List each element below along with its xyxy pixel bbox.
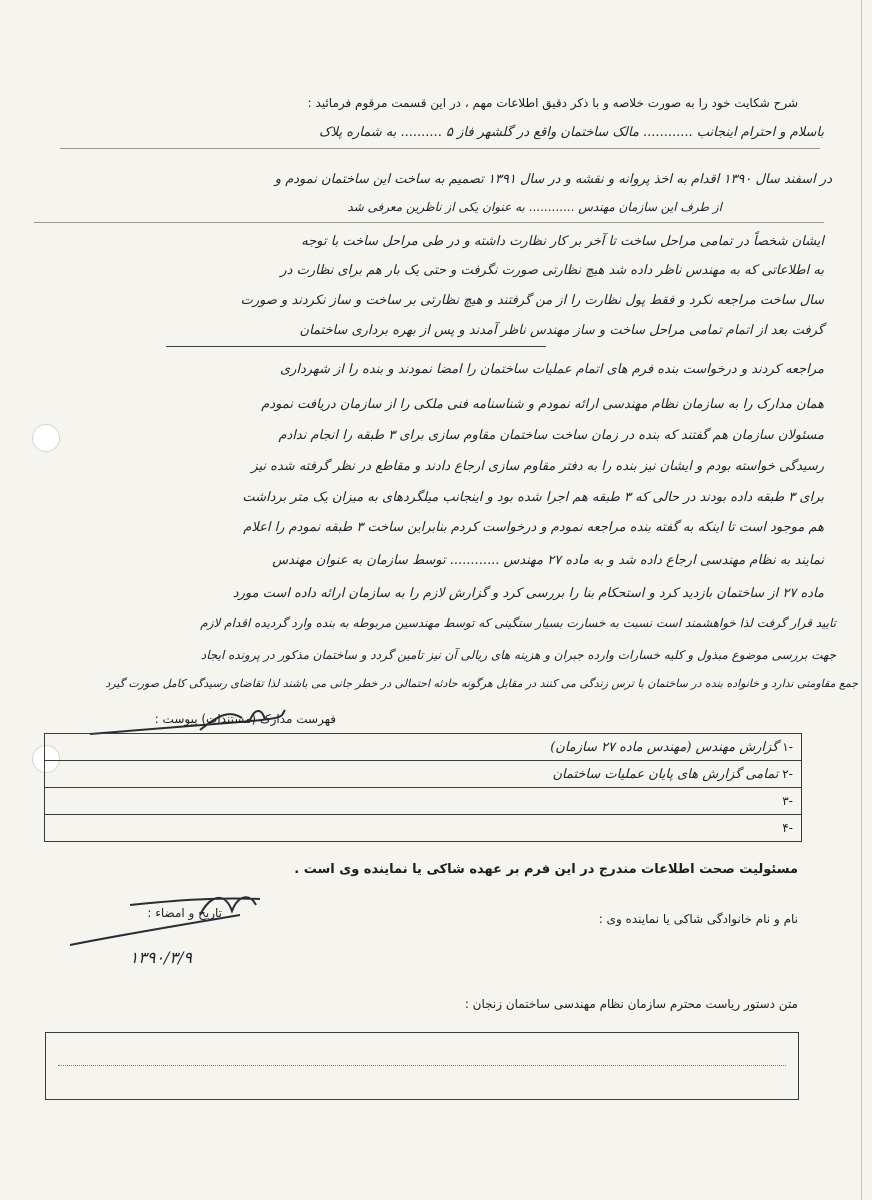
complainant-name-label: نام و نام خانوادگی شاکی یا نماینده وی :: [598, 912, 798, 926]
complaint-line: تایید قرار گرفت لذا خواهشمند است نسبت به خسارت بسیار سنگینی که توسط مهندسین مربوطه به بنده وارد گردیده اقدام لازم: [200, 616, 836, 630]
attachment-number: -۱: [782, 739, 793, 754]
complaint-line: به اطلاعاتی که به مهندس ناظر داده شد هیچ نظارتی صورت نگرفت و حتی یک بار هم برای نظارت در: [280, 263, 824, 278]
attachments-heading: فهرست مدارک (مستندات) پیوست :: [154, 712, 336, 726]
complaint-line: جمع مقاومتی ندارد و خانواده بنده در ساختمان با ترس زندگی می کنند در مقابل هرگونه حادثه احتمالی در خطر جانی می باشند لذا تقاضای رسیدگی کامل صورت گیرد: [105, 677, 858, 690]
attachments-table: [44, 733, 802, 842]
dotted-rule: [58, 1065, 786, 1066]
attachment-cell: [45, 734, 802, 761]
complaint-line: نمایند به نظام مهندسی ارجاع داده شد و به ماده ۲۷ مهندس ............ توسط سازمان به عنوان مهندس: [272, 553, 824, 568]
complaint-line: در اسفند سال ۱۳۹۰ اقدام به اخذ پروانه و نقشه و در سال ۱۳۹۱ تصمیم به ساخت این ساختمان نمودم و: [274, 172, 832, 187]
complaint-line: هم موجود است تا اینکه به گفته بنده مراجعه نمودم و درخواست کردم بنابراین ساخت ۳ طبقه نمودم را اعلام: [243, 520, 824, 535]
attachment-number: -۲: [782, 766, 793, 781]
complaint-line: برای ۳ طبقه داده بودند در حالی که ۳ طبقه هم اجرا شده بود و اینجانب میلگردهای به میزان یک متر برداشت: [242, 490, 824, 505]
complaint-line: ماده ۲۷ از ساختمان بازدید کرد و استحکام بنا را بررسی کرد و گزارش لازم را به سازمان ارائه داده است مورد: [232, 586, 824, 601]
complaint-line: جهت بررسی موضوع مبذول و کلیه خسارات وارده جبران و هزینه های ریالی آن نیز تامین گردد و ساختمان مذکور در پرونده ایجاد: [200, 648, 836, 662]
table-row: [45, 761, 802, 788]
president-instruction-box: [45, 1032, 799, 1100]
writing-rule: [34, 222, 824, 223]
complaint-line: رسیدگی خواسته بودم و ایشان نیز بنده را به دفتر مقاوم سازی ارجاع دادند و مقاطع در نظر گرفته شده نیز: [251, 459, 824, 474]
attachment-text: گزارش مهندس (مهندس ماده ۲۷ سازمان): [550, 739, 779, 755]
attachment-cell: [45, 815, 802, 842]
complaint-line: همان مدارک را به سازمان نظام مهندسی ارائه نمودم و شناسنامه فنی ملکی را از سازمان دریافت نمودم: [261, 397, 824, 412]
attachment-text: تمامی گزارش های پایان عملیات ساختمان: [552, 766, 779, 782]
page-fold-line: [861, 0, 862, 1200]
president-instruction-label: متن دستور ریاست محترم سازمان نظام مهندسی ساختمان زنجان :: [464, 997, 798, 1011]
complaint-line: از طرف این سازمان مهندس ............ به عنوان یکی از ناظرین معرفی شد: [347, 200, 722, 214]
strike-line: [166, 346, 546, 347]
signature-date: ۱۳۹۰/۳/۹: [129, 948, 192, 967]
complaint-line: مراجعه کردند و درخواست بنده فرم های اتمام عملیات ساختمان را امضا نمودند و بنده را از شهرداری: [279, 362, 824, 377]
complaint-line: سال ساخت مراجعه نکرد و فقط پول نظارت را از من گرفتند و هیچ نظارتی بر ساخت و ساز نکردند و صورت: [240, 293, 824, 308]
date-signature-label: تاریخ و امضاء :: [147, 906, 222, 920]
complaint-line: گرفت بعد از اتمام تمامی مراحل ساخت و ساز مهندس ناظر آمدند و پس از بهره برداری ساختمان: [299, 323, 824, 338]
attachment-number: -۴: [782, 821, 793, 835]
table-row: [45, 734, 802, 761]
attachment-cell: [45, 788, 802, 815]
table-row: [45, 788, 802, 815]
table-row: [45, 815, 802, 842]
complaint-line: مسئولان سازمان هم گفتند که بنده در زمان ساخت ساختمان مقاوم سازی برای ۳ طبقه را انجام ندادم: [278, 428, 824, 443]
complaint-instruction: شرح شکایت خود را به صورت خلاصه و با ذکر دقیق اطلاعات مهم ، در این قسمت مرقوم فرمائید :: [307, 96, 798, 110]
attachment-number: -۳: [782, 794, 793, 808]
writing-rule: [60, 148, 820, 149]
complaint-line: ایشان شخصاً در تمامی مراحل ساخت تا آخر بر کار نظارت داشته و در طی مراحل ساخت با توجه: [301, 234, 824, 249]
attachment-cell: [45, 761, 802, 788]
complaint-line: باسلام و احترام اینجانب ............ مالک ساختمان واقع در گلشهر فاز ۵ .......... به شماره پلاک: [319, 125, 824, 140]
punch-hole-top: [32, 424, 60, 452]
responsibility-note: مسئولیت صحت اطلاعات مندرج در این فرم بر عهده شاکی یا نماینده وی است .: [294, 862, 798, 877]
